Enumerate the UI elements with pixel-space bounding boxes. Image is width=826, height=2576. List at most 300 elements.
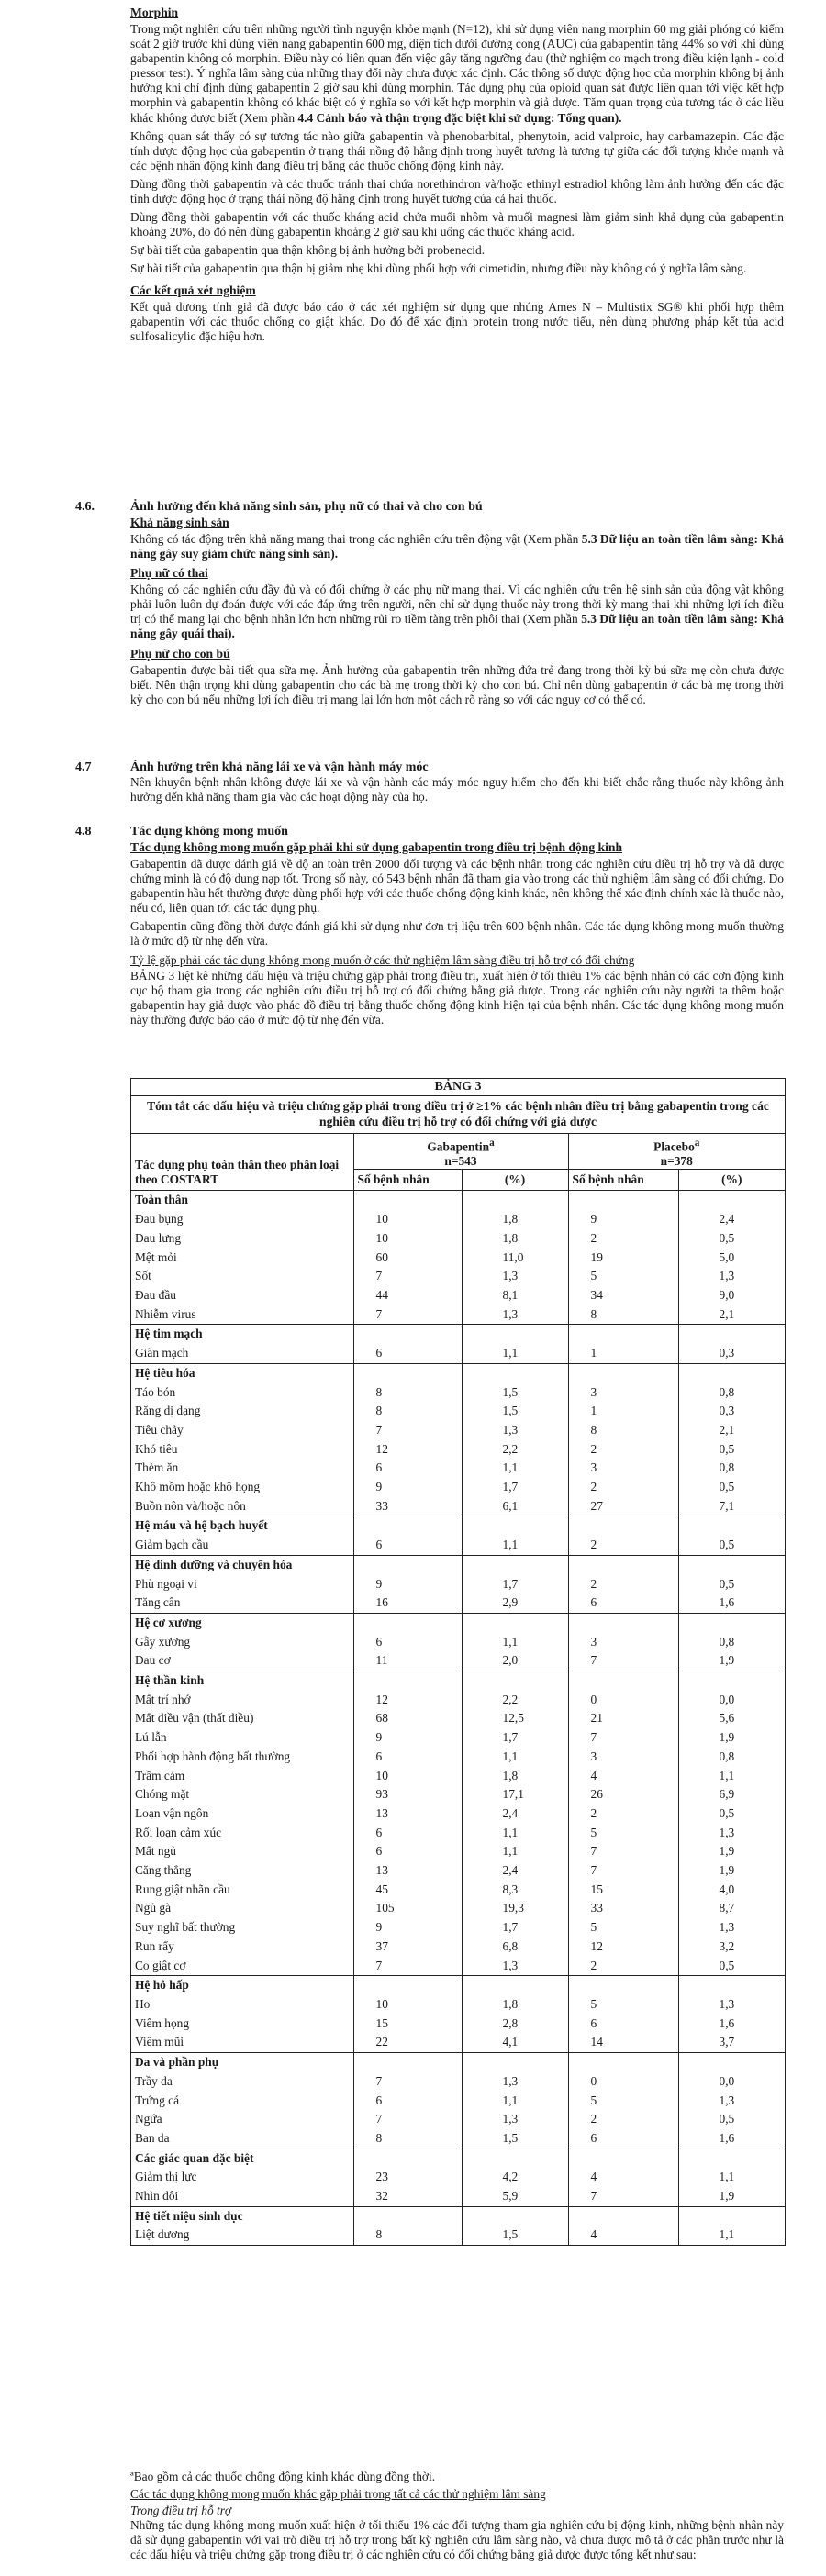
gabapentin-percent: 1,8 [462,1995,568,2015]
category-empty-cell [678,1363,785,1382]
event-name: Đau đầu [131,1286,353,1305]
section-4-8-number: 4.8 [75,825,92,838]
category-label: Hệ thần kinh [131,1671,353,1691]
placebo-percent: 0,8 [719,1634,735,1649]
table-category-row [131,1671,785,1691]
table-row [131,1728,785,1748]
gabapentin-percent: 1,1 [462,1824,568,1843]
fertility-text: Không có tác động trên khả năng mang thai trong các nghiên cứu trên động vật (Xem phần [130,532,579,546]
gabapentin-count: 105 [353,1899,462,1918]
gabapentin-count: 10 [353,1229,462,1249]
category-empty-cell [568,2149,678,2168]
table-row [131,1440,785,1460]
category-empty-cell [462,2149,568,2168]
section-4-8-title: Tác dụng không mong muốn [130,825,288,838]
gabapentin-percent: 6,8 [462,1938,568,1957]
table-row [131,1305,785,1325]
safety-paragraph: Gabapentin đã được đánh giá về độ an toàn trên 2000 đối tượng và các bệnh nhân trong các nghiên cứu điều trị hỗ trợ và đã được chứng minh là có độ dung nạp tốt. Trong số này, có 543 bệnh nhân đã tham gia vào trong các thử nghiệm lâm sàng có đối chứng. Do gabapentin hầu hết thường được dùng phối hợp với các thuốc chống động kinh khác, nên không thể xác định chính xác là thuốc nào, nếu có, liên quan tới các tác dụng phụ. [130,857,784,916]
gabapentin-count: 8 [353,1402,462,1421]
pregnancy-text: Không có các nghiên cứu đầy đủ và có đối chứng ở các phụ nữ mang thai. Vì các nghiên cứu trên hệ sinh sản của động vật không phải luôn luôn dự đoán được với các đáp ứng trên người, nên chỉ sử dụng thuốc này trong thời kỳ mang thai khi những lợi ích điều trị có thể mang lại cho bệnh nhân lớn hơn những rủi ro tiềm tàng trên phôi thai (Xem phần [130,583,784,627]
placebo-count: 0 [568,1691,678,1710]
category-empty-cell [568,1363,678,1382]
gabapentin-percent: 1,3 [462,1305,568,1325]
placebo-count: 6 [568,2129,678,2149]
event-name: Thèm ăn [131,1459,353,1478]
placebo-percent: 1,1 [719,2170,735,2184]
placebo-footnote-mark: a [694,1138,700,1149]
table-row [131,2092,785,2111]
table-row [131,1633,785,1652]
table-category-row [131,2206,785,2226]
lab-results-heading: Các kết quả xét nghiệm [130,283,256,297]
table-row [131,1344,785,1363]
gabapentin-percent: 2,2 [462,1691,568,1710]
category-empty-cell [353,1613,462,1632]
event-name: Gẫy xương [131,1633,353,1652]
event-name: Liệt dương [131,2226,353,2245]
gabapentin-count: 9 [353,1478,462,1497]
category-empty-cell [353,1363,462,1382]
gabapentin-count: 60 [353,1249,462,1268]
event-name: Ban da [131,2129,353,2149]
placebo-percent: 0,0 [719,2073,735,2088]
gabapentin-count: 11 [353,1651,462,1671]
gabapentin-count: 6 [353,1459,462,1478]
table-row [131,2129,785,2149]
table-row [131,1691,785,1710]
placebo-count: 4 [568,1767,678,1786]
placebo-count: 4 [568,2168,678,2187]
lab-results-paragraph: Kết quả dương tính giả đã được báo cáo ở các xét nghiệm sử dụng que nhúng Ames N – Multistix SG® khi phối hợp thêm gabapentin với các thuốc chống co giật khác. Do đó để xác định protein trong nước tiểu, nên dùng phương pháp kết tủa acid sulfosalicylic đặc hiệu hơn. [130,299,784,343]
gabapentin-percent: 1,3 [462,1957,568,1976]
category-empty-cell [462,1671,568,1691]
placebo-percent: 0,5 [719,2112,735,2126]
placebo-count: 5 [568,1267,678,1286]
section-4-7-title: Ảnh hưởng trên khả năng lái xe và vận hành máy móc [130,761,429,774]
placebo-count: 2 [568,1804,678,1824]
table-row [131,1861,785,1881]
placebo-n: n=378 [660,1154,693,1169]
gabapentin-percent: 2,4 [462,1861,568,1881]
placebo-count: 33 [568,1899,678,1918]
table-grid [131,1134,785,2245]
gabapentin-count: 7 [353,1957,462,1976]
event-name: Mất ngủ [131,1842,353,1861]
gabapentin-percent: 1,7 [462,1918,568,1938]
category-empty-cell [678,2053,785,2072]
event-name: Tiêu chảy [131,1421,353,1440]
event-name: Ho [131,1995,353,2015]
placebo-percent: 0,0 [719,1692,735,1706]
placebo-percent: 2,4 [719,1212,735,1227]
placebo-count: 34 [568,1286,678,1305]
placebo-count: 2 [568,1957,678,1976]
event-name: Đau lưng [131,1229,353,1249]
placebo-percent: 1,3 [719,1825,735,1839]
table-category-row [131,1976,785,1995]
gabapentin-percent: 1,5 [462,1383,568,1403]
placebo-count: 8 [568,1305,678,1325]
event-name: Phối hợp hành động bất thường [131,1748,353,1767]
gabapentin-count: 8 [353,1383,462,1403]
placebo-percent: 0,5 [719,1958,735,1972]
placebo-count: 2 [568,2110,678,2129]
placebo-percent: 0,5 [719,1576,735,1591]
event-name: Răng dị dạng [131,1402,353,1421]
adjunctive-therapy-heading: Trong điều trị hỗ trợ [130,2504,232,2518]
event-name: Giãn mạch [131,1344,353,1363]
gabapentin-percent: 4,1 [462,2033,568,2052]
gabapentin-count: 68 [353,1709,462,1728]
gabapentin-percent: 1,1 [462,1633,568,1652]
placebo-percent: 3,2 [719,1938,735,1953]
category-empty-cell [353,1671,462,1691]
category-empty-cell [678,1516,785,1536]
gabapentin-count: 9 [353,1918,462,1938]
table-row [131,1785,785,1804]
category-label: Hệ hô hấp [131,1976,353,1995]
category-label: Hệ tim mạch [131,1325,353,1344]
placebo-percent: 5,0 [719,1249,735,1264]
event-name: Nhìn đôi [131,2187,353,2206]
table-caption: Tóm tắt các dấu hiệu và triệu chứng gặp phải trong điều trị ở ≥1% các bệnh nhân điều trị bằng gabapentin trong các nghiên cứu điều trị hỗ trợ có đối chứng với giả dược [131,1096,785,1134]
table-category-row [131,1363,785,1382]
category-label: Hệ máu và hệ bạch huyết [131,1516,353,1536]
placebo-count: 9 [568,1210,678,1229]
pregnancy-paragraph [130,583,784,641]
section-4-7-number: 4.7 [75,761,92,774]
table-row [131,1497,785,1516]
gabapentin-percent: 19,3 [462,1899,568,1918]
category-empty-cell [568,2206,678,2226]
gabapentin-percent: 1,1 [462,2092,568,2111]
placebo-count: 0 [568,2072,678,2092]
table-row [131,1957,785,1976]
placebo-percent: 1,9 [719,1863,735,1878]
category-empty-cell [568,1671,678,1691]
placebo-percent: 0,5 [719,1805,735,1820]
table-intro-paragraph: BẢNG 3 liệt kê những dấu hiệu và triệu chứng gặp phải trong điều trị, xuất hiện ở tối thiểu 1% các bệnh nhân có các cơn động kinh cục bộ tham gia trong các nghiên cứu điều trị hỗ trợ có đối chứng bằng giả dược. Trong các nghiên cứu này người ta thêm hoặc gabapentin hay giả dược vào phác đồ điều trị bằng thuốc chống động kinh hiện tại của bệnh nhân. Các tác dụng không mong muốn này thường được báo cáo ở mức độ từ nhẹ đến vừa. [130,968,784,1027]
gabapentin-percent: 12,5 [462,1709,568,1728]
gabapentin-percent: 1,1 [462,1748,568,1767]
placebo-count: 4 [568,2226,678,2245]
gabapentin-count: 6 [353,2092,462,2111]
table-row [131,1421,785,1440]
event-name: Ngứa [131,2110,353,2129]
column-header-placebo-count: Số bệnh nhân [568,1170,678,1191]
placebo-percent: 0,8 [719,1749,735,1763]
gabapentin-count: 8 [353,2129,462,2149]
category-empty-cell [353,1191,462,1210]
category-label: Hệ cơ xương [131,1613,353,1632]
placebo-percent: 0,8 [719,1460,735,1475]
gabapentin-percent: 2,9 [462,1593,568,1613]
gabapentin-n: n=543 [444,1154,477,1169]
placebo-count: 2 [568,1478,678,1497]
morphin-paragraph [130,22,784,126]
event-name: Lú lẫn [131,1728,353,1748]
event-name: Tăng cân [131,1593,353,1613]
event-name: Trầm cảm [131,1767,353,1786]
gabapentin-percent: 1,1 [462,1536,568,1555]
gabapentin-percent: 1,1 [462,1459,568,1478]
gabapentin-count: 9 [353,1575,462,1594]
placebo-percent: 0,5 [719,1230,735,1245]
category-empty-cell [678,1671,785,1691]
placebo-percent: 1,3 [719,1269,735,1283]
table-category-row [131,2149,785,2168]
placebo-percent: 0,5 [719,1538,735,1552]
table-row [131,1229,785,1249]
table-category-row [131,1516,785,1536]
event-name: Rung giật nhãn cầu [131,1881,353,1900]
event-name: Giảm thị lực [131,2168,353,2187]
placebo-count: 26 [568,1785,678,1804]
table-row [131,1899,785,1918]
event-name: Chóng mặt [131,1785,353,1804]
placebo-count: 3 [568,1383,678,1403]
table-row [131,1459,785,1478]
placebo-percent: 6,9 [719,1787,735,1802]
event-name: Táo bón [131,1383,353,1403]
event-name: Mất điều vận (thất điều) [131,1709,353,1728]
column-header-gaba-count: Số bệnh nhân [353,1170,462,1191]
gabapentin-percent: 11,0 [462,1249,568,1268]
table-footnote: ªBao gồm cả các thuốc chống động kinh khác dùng đồng thời. [130,2470,436,2483]
category-label: Hệ tiêu hóa [131,1363,353,1382]
event-name: Đau bụng [131,1210,353,1229]
morphin-reference: 4.4 Cảnh báo và thận trọng đặc biệt khi sử dụng: Tổng quan). [297,110,622,125]
adjunctive-therapy-paragraph: Những tác dụng không mong muốn xuất hiện ở tối thiểu 1% các đối tượng tham gia nghiên cứu bị động kinh, những bệnh nhân này đã sử dụng gabapentin với vai trò điều trị hỗ trợ trong bất kỳ nghiên cứu lâm sàng nào, và chưa được mô tả ở các phần trước như là các dấu hiệu và triệu chứng gặp trong điều trị ở các nghiên cứu có đối chứng bằng giả dược được tổng kết như sau: [130,2518,784,2562]
gabapentin-percent: 1,7 [462,1728,568,1748]
lactation-paragraph: Gabapentin được bài tiết qua sữa mẹ. Ảnh hưởng của gabapentin trên những đứa trẻ đang trong thời kỳ bú sữa mẹ còn chưa được biết. Nên thận trọng khi dùng gabapentin cho các bà mẹ trong thời kỳ cho con bú. Chỉ nên dùng gabapentin ở các bà mẹ trong thời kỳ cho con bú nếu những lợi ích điều trị mang lại lớn hơn một cách rõ ràng so với các nguy cơ có thể có. [130,662,784,706]
category-empty-cell [568,2053,678,2072]
event-name: Viêm họng [131,2015,353,2034]
event-name: Mất trí nhớ [131,1691,353,1710]
gabapentin-percent: 1,8 [462,1229,568,1249]
placebo-count: 2 [568,1536,678,1555]
gabapentin-percent: 17,1 [462,1785,568,1804]
fertility-paragraph [130,532,784,561]
category-empty-cell [462,1516,568,1536]
placebo-label: Placebo [653,1139,695,1154]
event-name: Buồn nôn và/hoặc nôn [131,1497,353,1516]
section-4-6-number: 4.6. [75,500,95,514]
pregnancy-reference: 5.3 Dữ liệu an toàn tiền lâm sàng: Khả năng gây quái thai). [130,612,784,641]
gabapentin-count: 16 [353,1593,462,1613]
gabapentin-count: 7 [353,2110,462,2129]
table-category-row [131,1325,785,1344]
category-empty-cell [678,1191,785,1210]
gabapentin-count: 10 [353,1210,462,1229]
placebo-count: 2 [568,1229,678,1249]
monotherapy-paragraph: Gabapentin cũng đồng thời được đánh giá khi sử dụng như đơn trị liệu trên 600 bệnh nhân. Các tác dụng không mong muốn thường là ở mức độ từ nhẹ đến vừa. [130,919,784,949]
placebo-percent: 8,7 [719,1901,735,1915]
event-name: Khô mồm hoặc khô họng [131,1478,353,1497]
morphin-section [130,5,784,348]
gabapentin-label: Gabapentin [427,1139,490,1154]
placebo-count: 12 [568,1938,678,1957]
category-label: Hệ dinh dưỡng và chuyển hóa [131,1555,353,1574]
interaction-probenecid-paragraph: Sự bài tiết của gabapentin qua thận không bị ảnh hưởng bởi probenecid. [130,243,486,258]
placebo-count: 8 [568,1421,678,1440]
placebo-percent: 1,6 [719,1595,735,1610]
placebo-count: 15 [568,1881,678,1900]
table-row [131,1767,785,1786]
lactation-heading: Phụ nữ cho con bú [130,646,230,661]
placebo-count: 5 [568,1995,678,2015]
gabapentin-percent: 1,3 [462,1267,568,1286]
gabapentin-percent: 8,1 [462,1286,568,1305]
interaction-cimetidin-paragraph: Sự bài tiết của gabapentin qua thận bị giảm nhẹ khi dùng phối hợp với cimetidin, nhưng điều này không có ý nghĩa lâm sàng. [130,261,747,276]
gabapentin-count: 37 [353,1938,462,1957]
table-row [131,1995,785,2015]
table-row [131,1709,785,1728]
table-row [131,1918,785,1938]
event-name: Suy nghĩ bất thường [131,1918,353,1938]
table-row [131,1651,785,1671]
table-category-row [131,1555,785,1574]
section-4-8 [75,824,784,1031]
table-row [131,2110,785,2129]
gabapentin-percent: 1,1 [462,1344,568,1363]
gabapentin-count: 9 [353,1728,462,1748]
category-empty-cell [568,1191,678,1210]
morphin-text: Trong một nghiên cứu trên những người tình nguyện khỏe mạnh (N=12), khi sử dụng viên nang morphin 60 mg giải phóng có kiểm soát 2 giờ trước khi dùng viên nang gabapentin 600 mg, diện tích dưới đường cong (AUC) của gabapentin tăng 44% so với khi dùng gabapentin không có morphin. Điều này có liên quan đến việc gây tăng ngưỡng đau (thử nghiệm co mạch trong điều kiện lạnh - cold pressor test). Ý nghĩa lâm sàng của những thay đổi này chưa được xác định. Các thông số dược động học của morphin không bị ảnh hưởng khi chỉ định dùng gabapentin 2 giờ sau khi dùng morphin. Tác dụng phụ của opioid quan sát được liên quan tới việc kết hợp morphin và gabapentin không có khác biệt có ý nghĩa so với kết hợp morphin và giả dược. Tăm quan trọng của tương tác ở các liều khác không được biết (Xem phần [130,22,784,125]
placebo-percent: 1,1 [719,2227,735,2242]
category-empty-cell [462,1191,568,1210]
table-category-row [131,2053,785,2072]
category-empty-cell [678,1976,785,1995]
morphin-heading: Morphin [130,6,179,19]
category-empty-cell [568,1555,678,1574]
table-row [131,1478,785,1497]
placebo-count: 7 [568,1842,678,1861]
table-footnote-section [130,2470,784,2566]
column-group-gabapentin [353,1134,568,1170]
category-label: Toàn thân [131,1191,353,1210]
gabapentin-count: 44 [353,1286,462,1305]
table-row [131,1938,785,1957]
event-name: Mệt mỏi [131,1249,353,1268]
gabapentin-count: 33 [353,1497,462,1516]
category-label: Da và phần phụ [131,2053,353,2072]
event-name: Trứng cá [131,2092,353,2111]
gabapentin-count: 6 [353,1536,462,1555]
gabapentin-percent: 2,2 [462,1440,568,1460]
placebo-count: 7 [568,2187,678,2206]
gabapentin-count: 6 [353,1633,462,1652]
table-row [131,1824,785,1843]
gabapentin-percent: 4,2 [462,2168,568,2187]
gabapentin-count: 10 [353,1767,462,1786]
category-empty-cell [353,2206,462,2226]
gabapentin-percent: 1,5 [462,2226,568,2245]
gabapentin-count: 23 [353,2168,462,2187]
gabapentin-count: 45 [353,1881,462,1900]
pregnancy-heading: Phụ nữ có thai [130,566,208,581]
event-name: Rối loạn cảm xúc [131,1824,353,1843]
gabapentin-percent: 1,5 [462,1402,568,1421]
table-row [131,1267,785,1286]
category-empty-cell [568,1613,678,1632]
category-empty-cell [353,2149,462,2168]
placebo-count: 27 [568,1497,678,1516]
placebo-percent: 1,6 [719,2130,735,2145]
event-name: Co giật cơ [131,1957,353,1976]
gabapentin-count: 13 [353,1861,462,1881]
placebo-percent: 9,0 [719,1287,735,1302]
placebo-count: 6 [568,2015,678,2034]
table-body [131,1191,785,2245]
table-category-row [131,1613,785,1632]
gabapentin-percent: 1,7 [462,1478,568,1497]
fertility-reference: 5.3 Dữ liệu an toàn tiền lâm sàng: Khả năng gây suy giảm chức năng sinh sản). [130,532,784,561]
gabapentin-count: 93 [353,1785,462,1804]
placebo-count: 6 [568,1593,678,1613]
driving-paragraph: Nên khuyên bệnh nhân không được lái xe và vận hành các máy móc nguy hiểm cho đến khi biết chắc rằng thuốc này không ảnh hưởng đến khả năng tham gia vào các hoạt động này của họ. [130,775,784,805]
placebo-percent: 5,6 [719,1711,735,1726]
table-row [131,1881,785,1900]
placebo-percent: 1,3 [719,1920,735,1935]
category-empty-cell [678,1555,785,1574]
gabapentin-count: 12 [353,1691,462,1710]
placebo-percent: 4,0 [719,1882,735,1896]
gabapentin-count: 6 [353,1824,462,1843]
category-empty-cell [568,1325,678,1344]
category-label: Các giác quan đặc biệt [131,2149,353,2168]
interaction-antiepileptics-paragraph: Không quan sát thấy có sự tương tác nào giữa gabapentin và phenobarbital, phenytoin, acid valproic, hay carbamazepin. Các đặc tính dược động học của gabapentin ở trạng thái nồng độ hằng định trong huyết tương là tương tự giữa các đối tượng khỏe mạnh và các bệnh nhân động kinh đang điều trị bằng các thuốc chống động kinh này. [130,128,784,172]
placebo-count: 5 [568,2092,678,2111]
gabapentin-percent: 1,7 [462,1575,568,1594]
table-label: BẢNG 3 [131,1079,785,1096]
epilepsy-adverse-effects-heading: Tác dụng không mong muốn gặp phải khi sử dụng gabapentin trong điều trị bệnh động kinh [130,840,623,854]
category-empty-cell [353,2053,462,2072]
placebo-count: 3 [568,1459,678,1478]
event-name: Ngủ gà [131,1899,353,1918]
category-empty-cell [678,1613,785,1632]
table-row [131,1402,785,1421]
category-empty-cell [353,1516,462,1536]
gabapentin-count: 6 [353,1748,462,1767]
placebo-percent: 7,1 [719,1498,735,1513]
gabapentin-count: 6 [353,1344,462,1363]
placebo-count: 14 [568,2033,678,2052]
gabapentin-percent: 6,1 [462,1497,568,1516]
interaction-antacids-paragraph: Dùng đồng thời gabapentin với các thuốc kháng acid chứa muối nhôm và muối magnesi làm giảm sinh khả dụng của gabapentin khoảng 20%, do đó nên dùng gabapentin khoảng 2 giờ sau khi uống các thuốc kháng acid. [130,210,784,239]
placebo-count: 7 [568,1651,678,1671]
gabapentin-percent: 2,4 [462,1804,568,1824]
placebo-percent: 1,3 [719,1997,735,2011]
category-empty-cell [462,1976,568,1995]
event-name: Nhiễm virus [131,1305,353,1325]
gabapentin-percent: 5,9 [462,2187,568,2206]
gabapentin-count: 15 [353,2015,462,2034]
gabapentin-count: 13 [353,1804,462,1824]
placebo-percent: 1,9 [719,1653,735,1668]
gabapentin-count: 7 [353,1267,462,1286]
placebo-percent: 0,8 [719,1384,735,1399]
table-row [131,2187,785,2206]
placebo-percent: 0,3 [719,1404,735,1418]
placebo-count: 3 [568,1748,678,1767]
gabapentin-footnote-mark: a [489,1138,495,1149]
placebo-percent: 2,1 [719,1422,735,1437]
placebo-percent: 1,9 [719,1730,735,1745]
table-category-row [131,1191,785,1210]
placebo-percent: 0,5 [719,1441,735,1456]
gabapentin-percent: 1,1 [462,1842,568,1861]
